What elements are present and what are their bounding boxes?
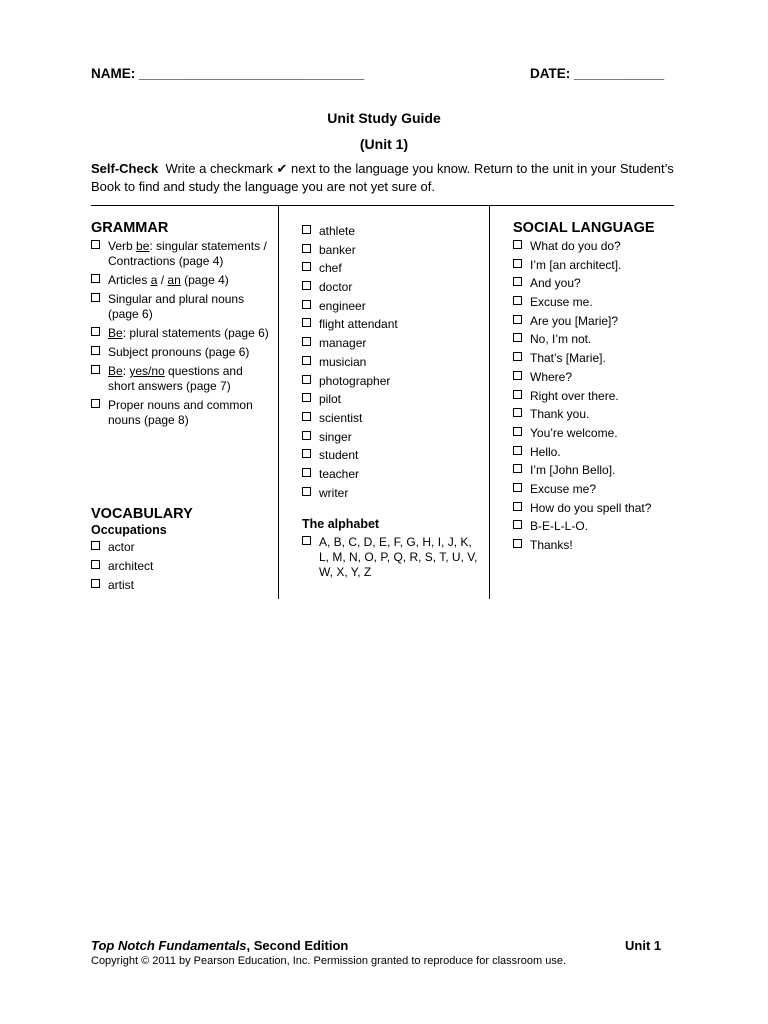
item-label: singer (319, 429, 352, 444)
item-label: I’m [John Bello]. (530, 463, 616, 478)
list-item (302, 392, 482, 407)
checkbox[interactable] (302, 393, 311, 402)
checkbox[interactable] (513, 539, 522, 548)
checkbox[interactable] (513, 352, 522, 361)
list-item (513, 370, 683, 385)
list-item (302, 299, 482, 314)
checkbox[interactable] (302, 431, 311, 440)
checkbox[interactable] (302, 300, 311, 309)
item-label: What do you do? (530, 239, 621, 253)
item-label: musician (319, 354, 367, 369)
page-subtitle: (Unit 1) (359, 136, 409, 152)
checkbox[interactable] (91, 541, 100, 550)
underlined-term: Be (108, 326, 123, 340)
checkbox[interactable] (513, 483, 522, 492)
checkbox[interactable] (513, 390, 522, 399)
list-item (302, 336, 482, 351)
item-label: writer (319, 485, 349, 500)
item-label: athlete (319, 224, 356, 238)
item-text: Articles (108, 273, 151, 287)
list-item (91, 398, 271, 428)
name-line (91, 66, 364, 81)
item-label (108, 239, 267, 268)
list-item (513, 389, 683, 404)
checkbox[interactable] (513, 315, 522, 324)
item-label: flight attendant (319, 317, 398, 332)
occupations-list-2 (302, 224, 482, 501)
list-item (302, 448, 482, 463)
list-item (513, 314, 683, 329)
checkbox[interactable] (302, 356, 311, 365)
list-item (302, 535, 482, 580)
social-language-list (513, 239, 683, 553)
item-label: manager (319, 336, 367, 351)
item-label (108, 273, 229, 287)
column-divider-1 (278, 206, 279, 599)
list-item (91, 239, 271, 269)
item-label: Thanks! (530, 538, 573, 552)
list-item (91, 326, 271, 341)
item-label: How do you spell that? (530, 500, 652, 515)
list-item (513, 276, 683, 291)
item-label (108, 398, 253, 427)
footer-unit: Unit 1 (625, 938, 662, 953)
checkbox[interactable] (513, 520, 522, 529)
social-language-heading: SOCIAL LANGUAGE (513, 220, 655, 236)
grammar-section (91, 220, 271, 432)
item-label: pilot (319, 392, 342, 407)
item-label (108, 292, 244, 321)
checkbox[interactable] (302, 318, 311, 327)
checkbox[interactable] (91, 560, 100, 569)
item-label: Right over there. (530, 388, 619, 403)
list-item (302, 280, 482, 295)
checkbox[interactable] (513, 240, 522, 249)
occupations-list-1 (91, 540, 271, 593)
alphabet-section (302, 517, 482, 580)
list-item (302, 486, 482, 501)
list-item (302, 317, 482, 332)
item-label (108, 326, 269, 340)
checkbox[interactable] (302, 449, 311, 458)
list-item (302, 411, 482, 426)
checkbox[interactable] (302, 244, 311, 253)
list-item (91, 292, 271, 322)
checkbox[interactable] (513, 502, 522, 511)
item-label: photographer (319, 373, 391, 388)
list-item (302, 261, 482, 276)
item-label (108, 345, 249, 359)
grammar-list (91, 239, 271, 428)
item-label: You’re welcome. (530, 425, 618, 440)
checkbox[interactable] (91, 293, 100, 302)
underlined-term: an (167, 273, 181, 287)
checkbox[interactable] (513, 333, 522, 342)
list-item (302, 355, 482, 370)
checkbox[interactable] (513, 259, 522, 268)
item-label: doctor (319, 280, 353, 295)
checkbox[interactable] (302, 487, 311, 496)
item-label: No, I’m not. (530, 332, 592, 347)
checkmark-icon: ✔ (276, 161, 288, 176)
list-item (513, 501, 683, 516)
list-item (513, 463, 683, 478)
date-label: DATE: (530, 66, 571, 81)
checkbox[interactable] (513, 408, 522, 417)
item-label: Hello. (530, 444, 561, 459)
copyright-notice: Copyright © 2011 by Pearson Education, Inc. Permission granted to reproduce for classroom use. (91, 955, 567, 967)
name-label: NAME: (91, 66, 136, 81)
checkbox[interactable] (513, 427, 522, 436)
alphabet-heading: The alphabet (302, 517, 380, 531)
checkbox[interactable] (302, 337, 311, 346)
checkbox[interactable] (302, 536, 311, 545)
self-check-text-before: Write a checkmark (165, 161, 273, 176)
alphabet-letters: A, B, C, D, E, F, G, H, I, J, K, L, M, N, O, P, Q, R, S, T, U, V, W, X, Y, Z (319, 535, 478, 579)
list-item (513, 239, 683, 254)
item-label: Excuse me? (530, 481, 597, 496)
date-blank: ____________ (574, 66, 665, 81)
item-label: B-E-L-L-O. (530, 519, 589, 534)
list-item (302, 374, 482, 389)
item-label: banker (319, 242, 356, 257)
item-label: Where? (530, 369, 573, 384)
list-item (91, 578, 271, 593)
occupations-subheading: Occupations (91, 523, 167, 537)
list-item (302, 243, 482, 258)
footer-book-title (91, 938, 348, 953)
header-divider (91, 205, 674, 206)
list-item (513, 258, 683, 273)
checkbox[interactable] (302, 281, 311, 290)
item-text: / (157, 273, 168, 287)
item-label: Thank you. (530, 407, 590, 422)
list-item (91, 364, 271, 394)
self-check-label: Self-Check (91, 161, 159, 176)
item-text: Singular and plural nouns (page 6) (108, 292, 245, 321)
vocabulary-heading: VOCABULARY (91, 506, 193, 522)
item-text: Verb (108, 239, 137, 253)
checkbox[interactable] (91, 346, 100, 355)
item-label: artist (108, 578, 135, 592)
book-edition: , Second Edition (246, 938, 349, 953)
vocabulary-section (91, 506, 271, 597)
list-item (91, 273, 271, 288)
checkbox[interactable] (302, 468, 311, 477)
column-divider-2 (489, 206, 490, 599)
item-text: : singular statements / Contractions (page 4) (108, 239, 267, 268)
item-label: student (319, 448, 359, 463)
checkbox[interactable] (302, 225, 311, 234)
item-text: Proper nouns and common nouns (page 8) (108, 398, 253, 427)
item-label: Are you [Marie]? (530, 313, 619, 328)
item-label: I’m [an architect]. (530, 257, 622, 272)
list-item (302, 467, 482, 482)
item-text: questions and short answers (page 7) (108, 364, 243, 393)
item-label: chef (319, 261, 342, 276)
checkbox[interactable] (513, 446, 522, 455)
list-item (513, 351, 683, 366)
list-item (302, 430, 482, 445)
checkbox[interactable] (513, 464, 522, 473)
list-item (91, 540, 271, 555)
checkbox[interactable] (91, 365, 100, 374)
item-label: And you? (530, 276, 581, 291)
list-item (513, 538, 683, 553)
list-item (513, 407, 683, 422)
item-label: teacher (319, 466, 360, 481)
list-item (513, 445, 683, 460)
checkbox[interactable] (302, 375, 311, 384)
checkbox[interactable] (91, 327, 100, 336)
item-text: : (122, 364, 130, 378)
checkbox[interactable] (91, 274, 100, 283)
checkbox[interactable] (513, 277, 522, 286)
item-label: Excuse me. (530, 295, 593, 310)
item-text: : plural statements (page 6) (122, 326, 269, 340)
checkbox[interactable] (91, 399, 100, 408)
occupations-column-2 (302, 224, 482, 504)
underlined-term: be (136, 239, 150, 253)
list-item (513, 482, 683, 497)
checkbox[interactable] (91, 579, 100, 588)
item-text: (page 4) (180, 273, 229, 287)
checkbox[interactable] (513, 296, 522, 305)
item-label: engineer (319, 298, 366, 313)
underlined-term: a (150, 273, 158, 287)
self-check-text-after: next to the language you know. Return to the unit in your Student’s Book to find and study the language you are not yet sure of. (91, 161, 674, 194)
checkbox[interactable] (302, 412, 311, 421)
list-item (91, 559, 271, 574)
underlined-term: Be (108, 364, 123, 378)
underlined-term: yes/no (129, 364, 165, 378)
item-text: Subject pronouns (page 6) (108, 345, 250, 359)
social-language-section (513, 220, 683, 557)
date-line (530, 66, 664, 81)
item-label: actor (108, 540, 135, 554)
name-blank: ______________________________ (139, 66, 365, 81)
page-title: Unit Study Guide (327, 110, 441, 126)
grammar-heading: GRAMMAR (91, 220, 169, 236)
checkbox[interactable] (91, 240, 100, 249)
item-label: scientist (319, 410, 363, 425)
checkbox[interactable] (513, 371, 522, 380)
self-check-instructions (91, 160, 681, 196)
list-item (513, 519, 683, 534)
alphabet-list (302, 535, 482, 580)
list-item (513, 295, 683, 310)
list-item (302, 224, 482, 239)
list-item (91, 345, 271, 360)
item-label: That’s [Marie]. (530, 351, 606, 366)
item-label: architect (108, 559, 154, 573)
book-title: Top Notch Fundamentals (91, 938, 247, 953)
item-label (108, 364, 243, 393)
list-item (513, 426, 683, 441)
list-item (513, 332, 683, 347)
checkbox[interactable] (302, 262, 311, 271)
